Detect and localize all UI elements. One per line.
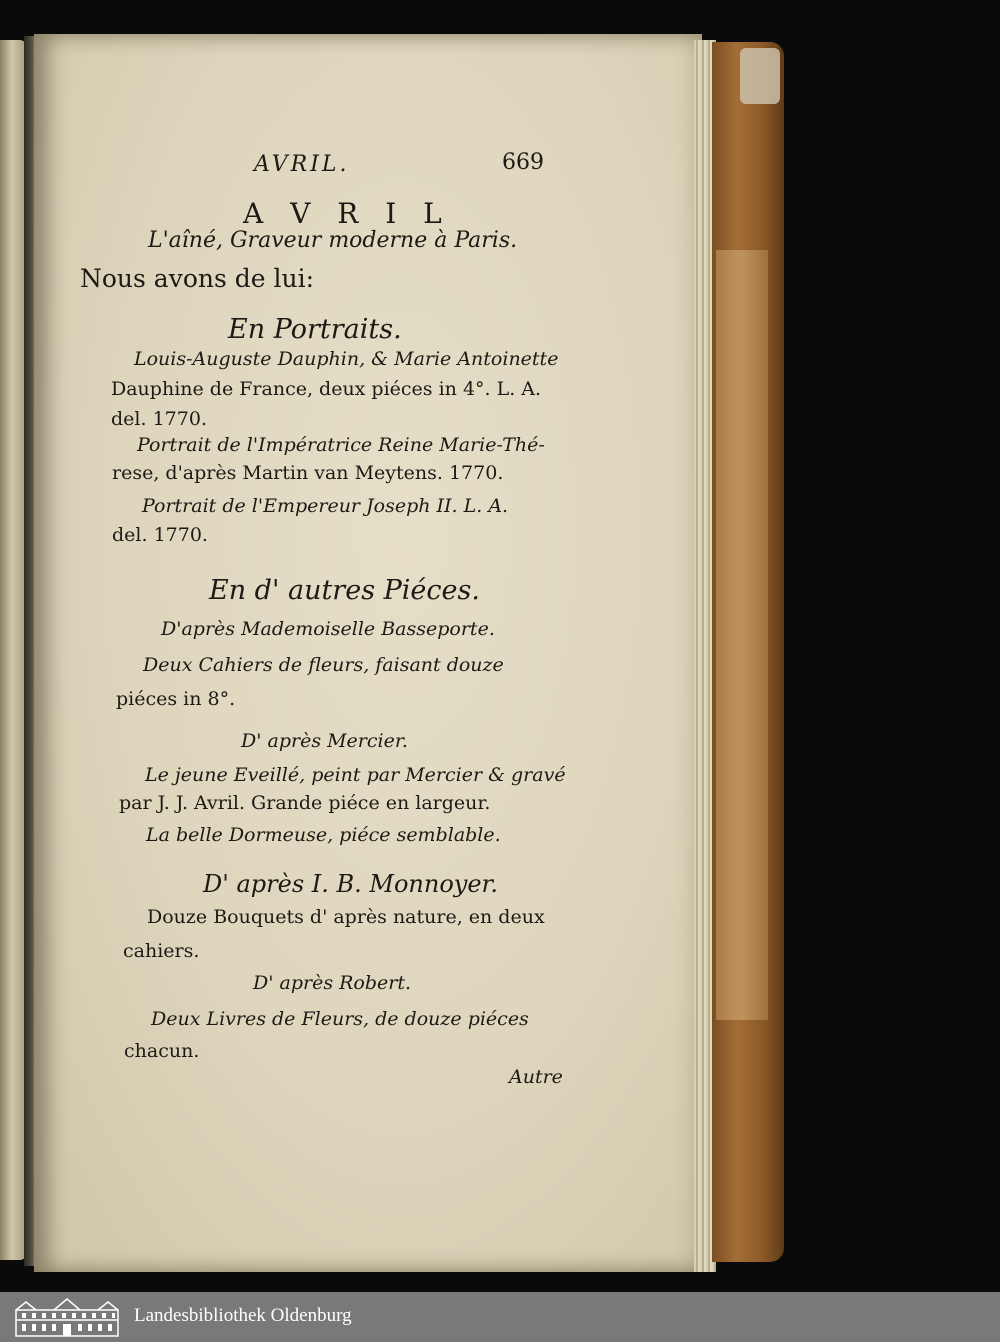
text-line: cahiers. [123, 940, 200, 962]
library-building-logo-icon [12, 1296, 122, 1338]
library-name: Landesbibliothek Oldenburg [134, 1305, 352, 1326]
text-line: chacun. [124, 1040, 200, 1062]
subsection-heading: D' après Robert. [253, 972, 412, 994]
section-heading-portraits: En Portraits. [228, 314, 402, 345]
text-line: par J. J. Avril. Grande piéce en largeur. [119, 792, 491, 814]
text-line: rese, d'après Martin van Meytens. 1770. [112, 462, 504, 484]
text-line: del. 1770. [112, 524, 208, 546]
left-page-edge [0, 40, 26, 1260]
intro-line: Nous avons de lui: [80, 264, 315, 293]
text-line: piéces in 8°. [116, 688, 236, 710]
text-line: Dauphine de France, deux piéces in 4°. L. A. [111, 378, 542, 400]
text-line: La belle Dormeuse, piéce semblable. [146, 824, 501, 846]
subsection-heading: D' après Mercier. [241, 730, 408, 752]
text-line: del. 1770. [111, 408, 207, 430]
cover-label-patch [716, 250, 768, 1020]
running-head: AVRIL. [254, 152, 350, 177]
text-line: Deux Cahiers de fleurs, faisant douze [143, 654, 504, 676]
page-number: 669 [502, 150, 544, 175]
text-line: Deux Livres de Fleurs, de douze piéces [151, 1008, 529, 1030]
subsection-heading: D' après I. B. Monnoyer. [203, 870, 499, 898]
cover-worn-spot [740, 48, 780, 104]
section-heading-autres: En d' autres Piéces. [209, 575, 480, 606]
text-line: Le jeune Eveillé, peint par Mercier & gravé [145, 764, 566, 786]
entry-subtitle: L'aîné, Graveur moderne à Paris. [148, 228, 518, 253]
text-line: Portrait de l'Impératrice Reine Marie-Thé- [137, 434, 545, 456]
catchword: Autre [509, 1066, 563, 1088]
text-line: Portrait de l'Empereur Joseph II. L. A. [142, 495, 509, 517]
footer-bar [0, 1292, 1000, 1342]
entry-title: A V R I L [243, 197, 451, 230]
subsection-heading: D'après Mademoiselle Basseporte. [161, 618, 495, 640]
text-line: Louis-Auguste Dauphin, & Marie Antoinette [134, 348, 559, 370]
text-line: Douze Bouquets d' après nature, en deux [147, 906, 545, 928]
